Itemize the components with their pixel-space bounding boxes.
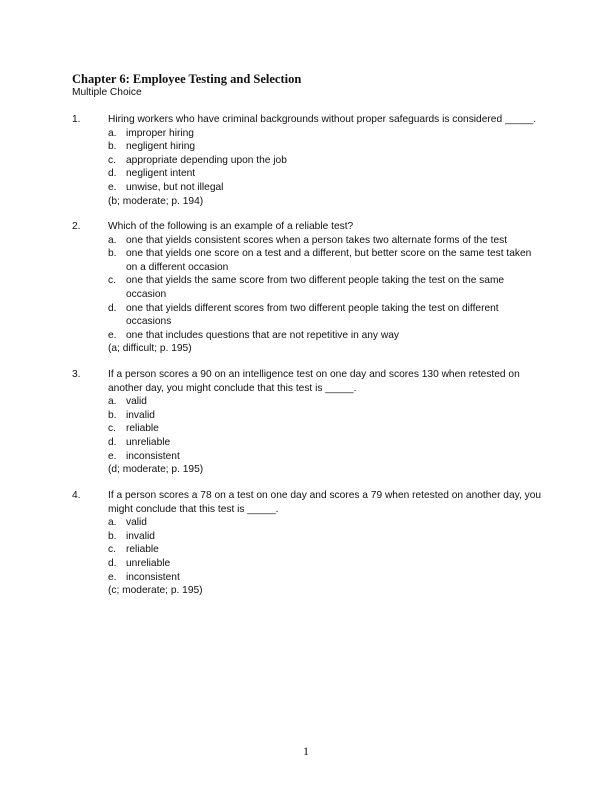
option-text: one that yields one score on a test and a different, but better score on the same test taken on a different occasion	[126, 248, 532, 273]
option-a	[108, 395, 542, 409]
option-letter: c.	[108, 275, 116, 287]
answer-key: (b; moderate; p. 194)	[108, 195, 204, 207]
option-text: unwise, but not illegal	[126, 181, 224, 193]
option-d	[108, 302, 542, 329]
option-letter: a.	[108, 517, 117, 529]
option-text: valid	[126, 396, 147, 408]
option-b	[108, 409, 542, 423]
option-letter: a.	[108, 396, 117, 408]
option-e	[108, 181, 542, 195]
option-text: one that yields different scores from two different people taking the test on different occasions	[126, 302, 499, 328]
question-3	[72, 368, 542, 477]
option-text: inconsistent	[126, 571, 180, 583]
option-letter: e.	[108, 329, 117, 341]
question-2	[72, 220, 542, 356]
option-text: reliable	[126, 423, 159, 435]
question-stem: Which of the following is an example of a reliable test?	[108, 221, 354, 232]
option-letter: d.	[108, 436, 117, 448]
question-4	[72, 489, 542, 598]
option-text: negligent hiring	[126, 141, 196, 153]
question-stem: If a person scores a 78 on a test on one day and scores a 79 when retested on another day, you might conclude that this test is _____.	[108, 490, 542, 515]
option-text: invalid	[126, 530, 155, 542]
option-e	[108, 329, 542, 343]
answer-key: (d; moderate; p. 195)	[108, 464, 204, 476]
option-d	[108, 557, 542, 571]
option-letter: c.	[108, 154, 116, 166]
page-number: 1	[303, 744, 309, 758]
option-text: one that yields consistent scores when a person takes two alternate forms of the test	[126, 234, 508, 246]
option-text: valid	[126, 517, 147, 529]
option-text: appropriate depending upon the job	[126, 154, 287, 166]
option-a	[108, 516, 542, 530]
option-a	[108, 234, 542, 248]
option-text: reliable	[126, 544, 159, 556]
option-text: unreliable	[126, 557, 171, 569]
question-number: 4.	[72, 490, 81, 501]
question-number: 1.	[72, 114, 81, 125]
question-stem: Hiring workers who have criminal backgrounds without proper safeguards is considered _____.	[108, 114, 537, 125]
question-number: 3.	[72, 369, 81, 380]
option-text: one that includes questions that are not repetitive in any way	[126, 329, 399, 341]
option-letter: b.	[108, 409, 117, 421]
option-letter: b.	[108, 530, 117, 542]
option-letter: d.	[108, 168, 117, 180]
option-letter: d.	[108, 557, 117, 569]
option-e	[108, 571, 542, 585]
chapter-title: Chapter 6: Employee Testing and Selection	[72, 72, 302, 86]
option-letter: e.	[108, 450, 117, 462]
option-text: unreliable	[126, 436, 171, 448]
option-c	[108, 154, 542, 168]
option-e	[108, 450, 542, 464]
option-a	[108, 127, 542, 141]
option-letter: b.	[108, 141, 117, 153]
option-letter: a.	[108, 234, 117, 246]
option-letter: e.	[108, 571, 117, 583]
question-1	[72, 113, 542, 208]
option-letter: a.	[108, 127, 117, 139]
option-letter: c.	[108, 423, 116, 435]
option-c	[108, 422, 542, 436]
answer-key: (a; difficult; p. 195)	[108, 343, 192, 355]
option-text: one that yields the same score from two different people taking the test on the same occasion	[126, 275, 505, 300]
question-number: 2.	[72, 221, 81, 232]
option-text: invalid	[126, 409, 155, 421]
option-d	[108, 436, 542, 450]
option-letter: d.	[108, 302, 117, 314]
option-text: improper hiring	[126, 127, 194, 139]
option-b	[108, 247, 542, 274]
option-c	[108, 274, 542, 301]
option-letter: e.	[108, 181, 117, 193]
answer-key: (c; moderate; p. 195)	[108, 585, 203, 597]
option-b	[108, 140, 542, 154]
question-stem: If a person scores a 90 on an intelligence test on one day and scores 130 when retested on another day, you might conclude that this test is _____.	[108, 369, 520, 394]
option-c	[108, 543, 542, 557]
option-letter: b.	[108, 248, 117, 260]
option-text: negligent intent	[126, 168, 196, 180]
option-d	[108, 167, 542, 181]
option-letter: c.	[108, 544, 116, 556]
option-b	[108, 530, 542, 544]
option-text: inconsistent	[126, 450, 180, 462]
section-subtitle: Multiple Choice	[72, 87, 142, 98]
